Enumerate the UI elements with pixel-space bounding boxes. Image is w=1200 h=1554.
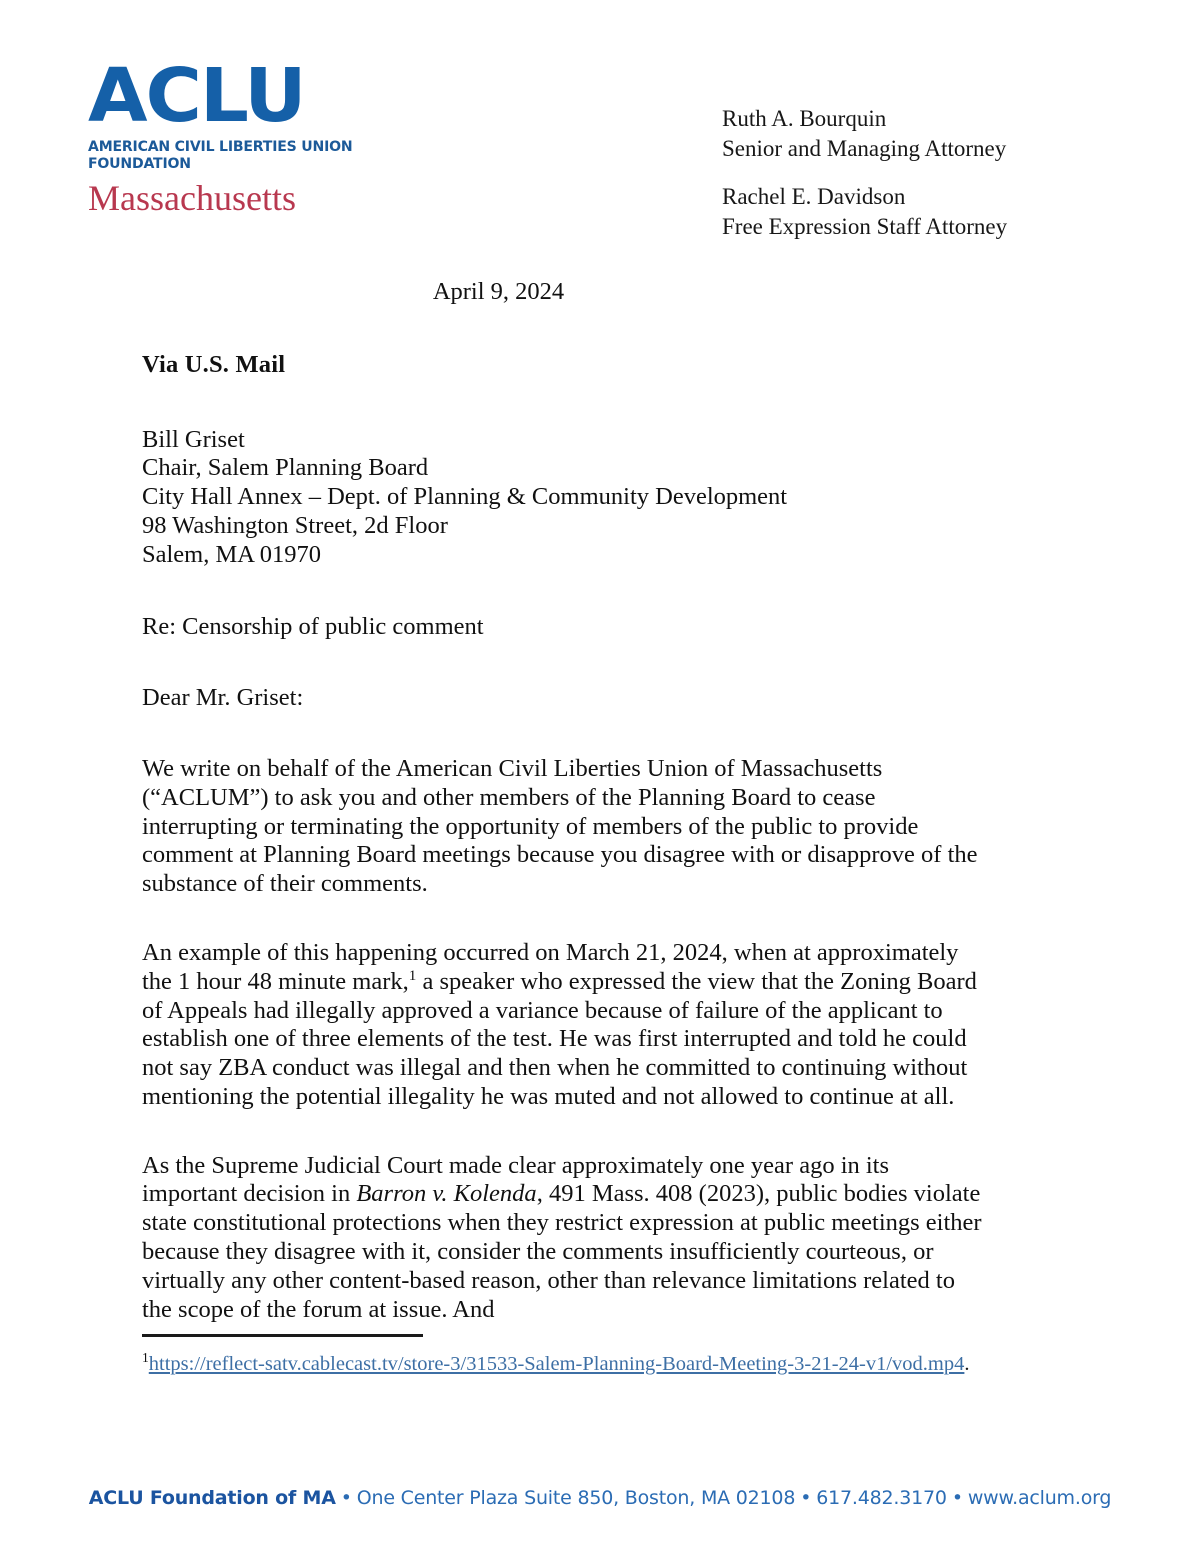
paragraph-3 (142, 1152, 987, 1325)
salutation: Dear Mr. Griset: (142, 684, 304, 712)
recipient-department: City Hall Annex – Dept. of Planning & Community Development (142, 483, 788, 511)
case-citation: Barron v. Kolenda (356, 1180, 537, 1208)
footnote-reference-marker[interactable]: 1 (408, 966, 417, 984)
aclu-letterhead-logo (88, 53, 418, 219)
footer-website[interactable]: www.aclum.org (967, 1487, 1112, 1509)
footer-address: One Center Plaza Suite 850, Boston, MA 02108 (356, 1487, 796, 1509)
aclu-wordmark: ACLU (88, 53, 305, 139)
paragraph-3-text-a: As the Supreme Judicial Court made clear approximately one year ago in its important decision in (142, 1151, 890, 1208)
footnote-area (142, 1334, 1072, 1378)
delivery-method: Via U.S. Mail (142, 350, 286, 378)
aclu-full-name-line2: FOUNDATION (88, 156, 191, 173)
footer-organization: ACLU Foundation of MA (88, 1487, 336, 1509)
paragraph-2 (142, 939, 987, 1112)
footer-separator-2: • (800, 1487, 812, 1509)
letter-date: April 9, 2024 (432, 278, 565, 305)
recipient-street: 98 Washington Street, 2d Floor (142, 511, 448, 539)
paragraph-3-text-b: , 491 Mass. 408 (2023), public bodies violate state constitutional protections when they restrict expression at public meetings either because they disagree with it, consider the comments insufficiently courteous, or virtually any other content-based reason, other than relevance limitations related to the scope of the forum at issue. And (142, 1180, 982, 1323)
aclu-full-name (88, 139, 408, 173)
attorney-entry (722, 104, 1007, 164)
recipient-address-block (142, 426, 987, 570)
page-footer (0, 1487, 1200, 1509)
attorney-title: Free Expression Staff Attorney (722, 213, 1008, 239)
attorney-name: Ruth A. Bourquin (722, 106, 887, 131)
footer-phone: 617.482.3170 (816, 1487, 947, 1509)
attorney-entry (722, 182, 1007, 242)
footnote-url-link[interactable]: https://reflect-satv.cablecast.tv/store-3/31533-Salem-Planning-Board-Meeting-3-21-24-v1/vod.mp4 (148, 1353, 965, 1375)
attorney-title: Senior and Managing Attorney (722, 135, 1007, 161)
letter-body (142, 278, 987, 1324)
recipient-city-state-zip: Salem, MA 01970 (142, 540, 321, 568)
subject-line: Re: Censorship of public comment (142, 613, 484, 641)
recipient-role: Chair, Salem Planning Board (142, 454, 429, 482)
footnote-period: . (964, 1353, 970, 1375)
footnote-number: 1 (142, 1350, 149, 1366)
footer-separator-3: • (951, 1487, 963, 1509)
footer-separator-1: • (340, 1487, 352, 1509)
footnote-separator-rule (142, 1334, 423, 1337)
attorney-name: Rachel E. Davidson (722, 183, 906, 209)
paragraph-2-text-a: An example of this happening occurred on March 21, 2024, when at approximately the 1 hour 48 minute mark, (142, 938, 959, 995)
aclu-affiliate-name: Massachusetts (88, 178, 296, 219)
footnote-entry (142, 1351, 1072, 1378)
recipient-name: Bill Griset (142, 425, 245, 453)
aclu-full-name-line1: AMERICAN CIVIL LIBERTIES UNION (88, 139, 353, 156)
paragraph-2-text-b: a speaker who expressed the view that the Zoning Board of Appeals had illegally approved a variance because of failure of the applicant to establish one of three elements of the test. He was first interrupted and told he could not say ZBA conduct was illegal and then when he committed to continuing without mentioning the potential illegality he was muted and not allowed to continue at all. (142, 967, 977, 1110)
paragraph-1: We write on behalf of the American Civil Liberties Union of Massachusetts (“ACLUM”) to ask you and other members of the Planning Board to cease interrupting or terminating the opportunity of members of the public to provide comment at Planning Board meetings because you disagree with or disapprove of the substance of their comments. (142, 755, 978, 898)
attorney-block (722, 104, 1007, 242)
